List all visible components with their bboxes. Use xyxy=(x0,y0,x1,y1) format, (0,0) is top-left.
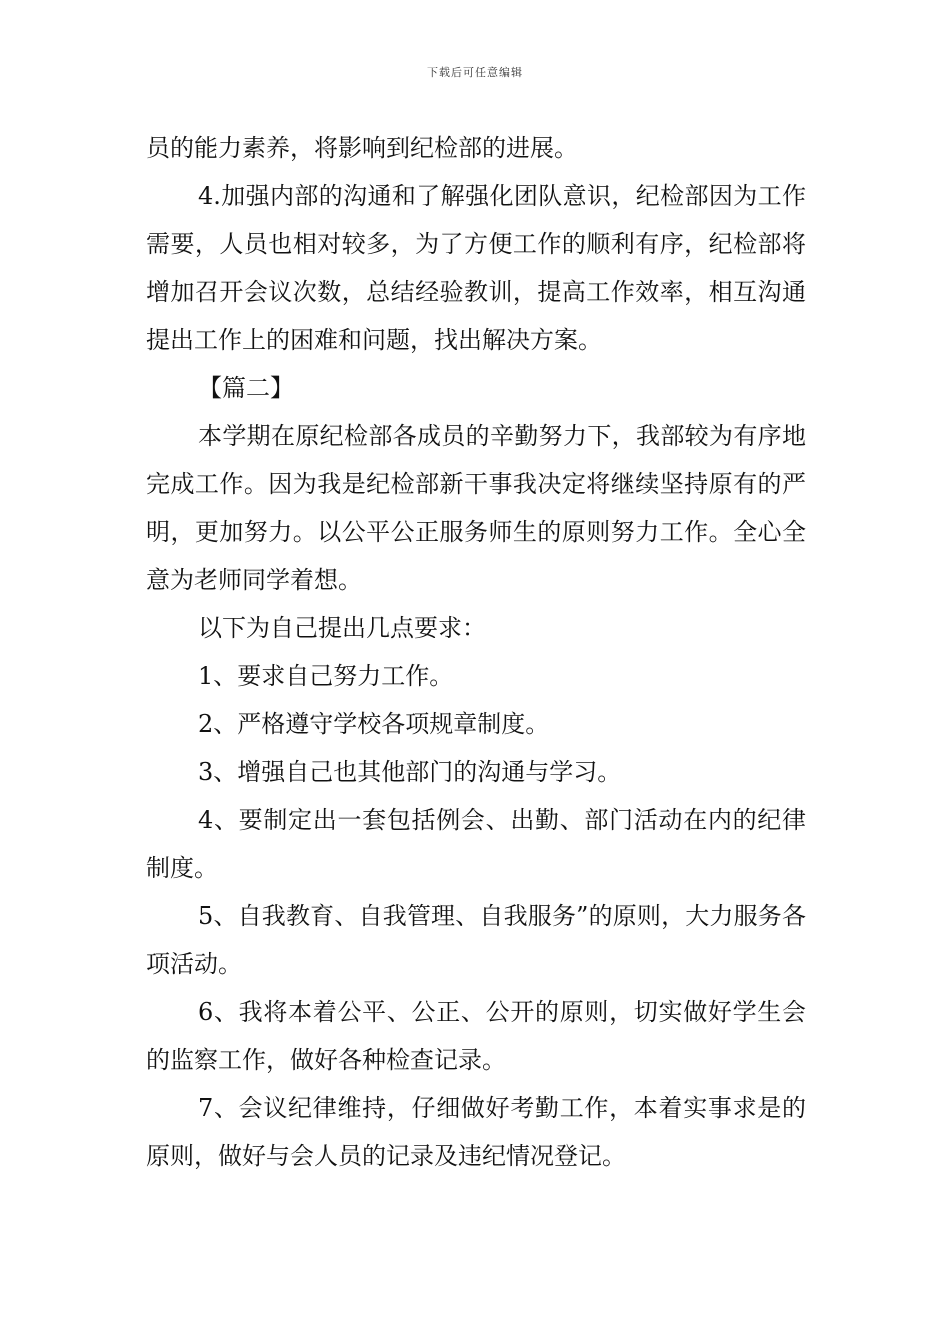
section-heading: 【篇二】 xyxy=(198,374,294,402)
list-item: 6、我将本着公平、公正、公开的原则，切实做好学生会的监察工作，做好各种检查记录。 xyxy=(146,998,806,1074)
list-item: 1、要求自己努力工作。 xyxy=(198,662,454,690)
list-item: 2、严格遵守学校各项规章制度。 xyxy=(198,710,550,738)
paragraph: 以下为自己提出几点要求： xyxy=(198,614,486,642)
paragraph: 员的能力素养，将影响到纪检部的进展。 xyxy=(146,134,578,162)
document-body xyxy=(146,124,806,1180)
header-note: 下载后可任意编辑 xyxy=(427,66,523,79)
list-item: 7、会议纪律维持，仔细做好考勤工作，本着实事求是的原则，做好与会人员的记录及违纪情况登记。 xyxy=(146,1094,806,1170)
list-item: 4、要制定出一套包括例会、出勤、部门活动在内的纪律制度。 xyxy=(146,806,806,882)
paragraph: 4.加强内部的沟通和了解强化团队意识，纪检部因为工作需要，人员也相对较多，为了方便工作的顺利有序，纪检部将增加召开会议次数，总结经验教训，提高工作效率，相互沟通提出工作上的困难和问题，找出解决方案。 xyxy=(146,182,806,354)
paragraph: 本学期在原纪检部各成员的辛勤努力下，我部较为有序地完成工作。因为我是纪检部新干事我决定将继续坚持原有的严明，更加努力。以公平公正服务师生的原则努力工作。全心全意为老师同学着想。 xyxy=(146,422,806,594)
list-item: 3、增强自己也其他部门的沟通与学习。 xyxy=(198,758,622,786)
list-item: 5、自我教育、自我管理、自我服务”的原则，大力服务各项活动。 xyxy=(146,902,806,978)
